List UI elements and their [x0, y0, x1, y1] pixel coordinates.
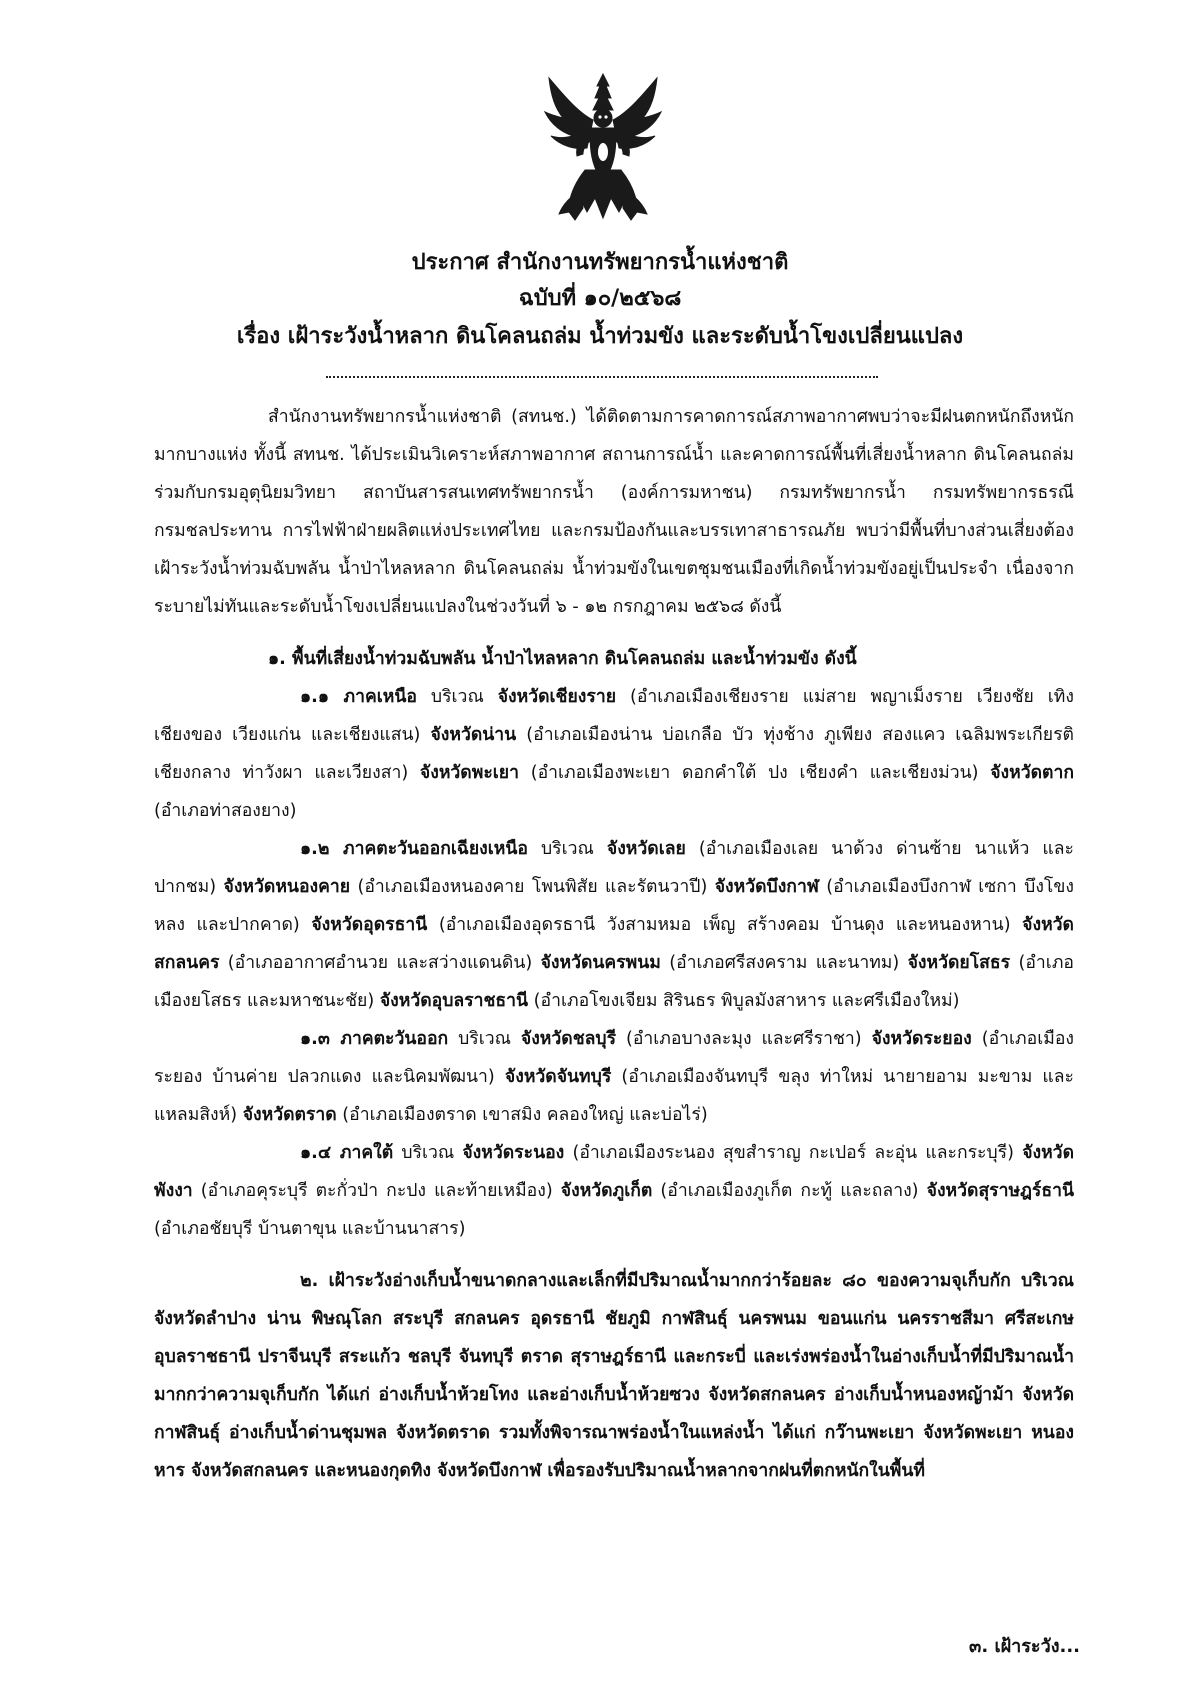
bold-text-run: จังหวัดนครพนม	[540, 953, 661, 973]
announcement-subject: เรื่อง เฝ้าระวังน้ำหลาก ดินโคลนถล่ม น้ำท่วมขัง และระดับน้ำโขงเปลี่ยนแปลง	[236, 324, 964, 349]
text-run: (อำเภอเมืองหนองคาย โพนพิสัย และรัตนวาปี)	[350, 877, 715, 897]
text-run: (อำเภอเมืองพะเยา ดอกคำใต้ ปง เชียงคำ และเชียงม่วน)	[518, 763, 991, 783]
announcement-number: ฉบับที่ ๑๐/๒๕๖๘	[518, 286, 682, 311]
text-run: (อำเภอเมืองตราด เขาสมิง คลองใหญ่ และบ่อไร่)	[336, 1105, 708, 1125]
section-1-4-paragraph	[154, 1134, 1074, 1248]
text-run: (อำเภอเมืองจันทบุรี ขลุง ท่าใหม่ นายายอาม มะขาม และแหลมสิงห์)	[154, 1067, 1074, 1125]
section-1-2-paragraph	[154, 830, 1074, 1020]
text-run: (อำเภอเมืองเชียงราย แม่สาย พญาเม็งราย เวียงชัย เทิง เชียงของ เวียงแก่น และเชียงแสน)	[154, 687, 1074, 745]
announcement-body	[154, 398, 1074, 1490]
bold-text-run: จังหวัดน่าน	[430, 725, 517, 745]
text-run: บริเวณ	[393, 1143, 463, 1163]
section-1-heading: ๑. พื้นที่เสี่ยงน้ำท่วมฉับพลัน น้ำป่าไหลหลาก ดินโคลนถล่ม และน้ำท่วมขัง ดังนี้	[268, 649, 857, 669]
bold-text-run: จังหวัดบึงกาฬ	[714, 877, 819, 897]
text-run: (อำเภอเมืองน่าน บ่อเกลือ บัว ทุ่งช้าง ภูเพียง สองแคว เฉลิมพระเกียรติ เชียงกลาง ท่าวังผา และเวียงสา)	[154, 725, 1074, 783]
text-run: (อำเภอเมืองระยอง บ้านค่าย ปลวกแดง และนิคมพัฒนา)	[154, 1029, 1074, 1087]
page-continuation: ๓. เฝ้าระวัง...	[969, 1636, 1080, 1657]
bold-text-run: จังหวัดระยอง	[871, 1029, 972, 1049]
bold-text-run: จังหวัดเชียงราย	[497, 687, 617, 707]
text-run: (อำเภอบางละมุง และศรีราชา)	[616, 1029, 872, 1049]
bold-text-run: จังหวัดอุดรธานี	[311, 915, 428, 935]
bold-text-run: จังหวัดจันทบุรี	[504, 1067, 612, 1087]
text-run: (อำเภอเมืองยโสธร และมหาชนะชัย)	[154, 953, 1074, 1011]
bold-text-run: จังหวัดพะเยา	[419, 763, 519, 783]
text-run: (อำเภอโขงเจียม สิรินธร พิบูลมังสาหาร และศรีเมืองใหม่)	[528, 991, 960, 1011]
text-run: บริเวณ	[448, 1029, 521, 1049]
text-run: (อำเภอท่าสองยาง)	[154, 801, 297, 821]
announcement-title: ประกาศ สำนักงานทรัพยากรน้ำแห่งชาติ	[411, 250, 789, 275]
text-run: (อำเภอเมืองเลย นาด้วง ด่านซ้าย นาแห้ว และปากชม)	[154, 839, 1074, 897]
bold-text-run: จังหวัดระนอง	[462, 1143, 565, 1163]
text-run: (อำเภอชัยบุรี บ้านตาขุน และบ้านนาสาร)	[154, 1219, 466, 1239]
text-run: (อำเภอศรีสงคราม และนาทม)	[660, 953, 908, 973]
bold-text-run: จังหวัดสุราษฎร์ธานี	[926, 1181, 1075, 1201]
bold-text-run: ๑.๒ ภาคตะวันออกเฉียงเหนือ	[300, 839, 528, 859]
section-1-1-paragraph	[154, 678, 1074, 830]
bold-text-run: ๑.๓ ภาคตะวันออก	[300, 1029, 449, 1049]
garuda-emblem-icon	[541, 72, 665, 224]
bold-text-run: จังหวัดตราด	[242, 1105, 337, 1125]
bold-text-run: จังหวัดพังงา	[154, 1143, 1074, 1201]
text-run: บริเวณ	[527, 839, 607, 859]
text-run: (อำเภอเมืองระนอง สุขสำราญ กะเปอร์ ละอุ่น และกระบุรี)	[564, 1143, 1023, 1163]
dotted-divider	[326, 376, 878, 378]
section-2-paragraph: ๒. เฝ้าระวังอ่างเก็บน้ำขนาดกลางและเล็กที่มีปริมาณน้ำมากกว่าร้อยละ ๘๐ ของความจุเก็บกัก บริเวณ จังหวัดลำปาง น่าน พิษณุโลก สระบุรี สกลนคร อุดรธานี ชัยภูมิ กาฬสินธุ์ นครพนม ขอนแก่น นครราชสีมา ศรีสะเกษ อุบลราชธานี ปราจีนบุรี สระแก้ว ชลบุรี จันทบุรี ตราด สุราษฎร์ธานี และกระบี่ และเร่งพร่องน้ำในอ่างเก็บน้ำที่มีปริมาณน้ำมากกว่าความจุเก็บกัก ได้แก่ อ่างเก็บน้ำห้วยโทง และอ่างเก็บน้ำห้วยซวง จังหวัดสกลนคร อ่างเก็บน้ำหนองหญ้าม้า จังหวัดกาฬสินธุ์ อ่างเก็บน้ำด่านชุมพล จังหวัดตราด รวมทั้งพิจารณาพร่องน้ำในแหล่งน้ำ ได้แก่ กว๊านพะเยา จังหวัดพะเยา หนองหาร จังหวัดสกลนคร และหนองกุดทิง จังหวัดบึงกาฬ เพื่อรองรับปริมาณน้ำหลากจากฝนที่ตกหนักในพื้นที่	[154, 1271, 1074, 1481]
text-run: บริเวณ	[416, 687, 498, 707]
bold-text-run: จังหวัดเลย	[606, 839, 686, 859]
section-1-3-paragraph	[154, 1020, 1074, 1134]
intro-paragraph: สำนักงานทรัพยากรน้ำแห่งชาติ (สทนช.) ได้ติดตามการคาดการณ์สภาพอากาศพบว่าจะมีฝนตกหนักถึงหนักมากบางแห่ง ทั้งนี้ สทนช. ได้ประเมินวิเคราะห์สภาพอากาศ สถานการณ์น้ำ และคาดการณ์พื้นที่เสี่ยงน้ำหลาก ดินโคลนถล่ม ร่วมกับกรมอุตุนิยมวิทยา สถาบันสารสนเทศทรัพยากรน้ำ (องค์การมหาชน) กรมทรัพยากรน้ำ กรมทรัพยากรธรณี กรมชลประทาน การไฟฟ้าฝ่ายผลิตแห่งประเทศไทย และกรมป้องกันและบรรเทาสาธารณภัย พบว่ามีพื้นที่บางส่วนเสี่ยงต้องเฝ้าระวังน้ำท่วมฉับพลัน น้ำป่าไหลหลาก ดินโคลนถล่ม น้ำท่วมขังในเขตชุมชนเมืองที่เกิดน้ำท่วมขังอยู่เป็นประจำ เนื่องจากระบายไม่ทันและระดับน้ำโขงเปลี่ยนแปลงในช่วงวันที่ ๖ - ๑๒ กรกฎาคม ๒๕๖๘ ดังนี้	[154, 407, 1074, 617]
bold-text-run: ๑.๑ ภาคเหนือ	[300, 687, 417, 707]
bold-text-run: ๑.๔ ภาคใต้	[300, 1143, 394, 1163]
text-run: (อำเภอคุระบุรี ตะกั่วป่า กะปง และท้ายเหมือง)	[192, 1181, 561, 1201]
bold-text-run: จังหวัดตาก	[990, 763, 1074, 783]
bold-text-run: จังหวัดยโสธร	[907, 953, 1011, 973]
text-run: (อำเภออากาศอำนวย และสว่างแดนดิน)	[219, 953, 541, 973]
bold-text-run: จังหวัดสกลนคร	[154, 915, 1074, 973]
bold-text-run: จังหวัดหนองคาย	[223, 877, 351, 897]
text-run: (อำเภอเมืองบึงกาฬ เซกา บึงโขงหลง และปากคาด)	[154, 877, 1074, 935]
bold-text-run: จังหวัดอุบลราชธานี	[379, 991, 529, 1011]
text-run: (อำเภอเมืองอุดรธานี วังสามหมอ เพ็ญ สร้างคอม บ้านดุง และหนองหาน)	[427, 915, 1023, 935]
bold-text-run: จังหวัดชลบุรี	[520, 1029, 617, 1049]
bold-text-run: จังหวัดภูเก็ต	[560, 1181, 653, 1201]
text-run: (อำเภอเมืองภูเก็ต กะทู้ และถลาง)	[652, 1181, 927, 1201]
